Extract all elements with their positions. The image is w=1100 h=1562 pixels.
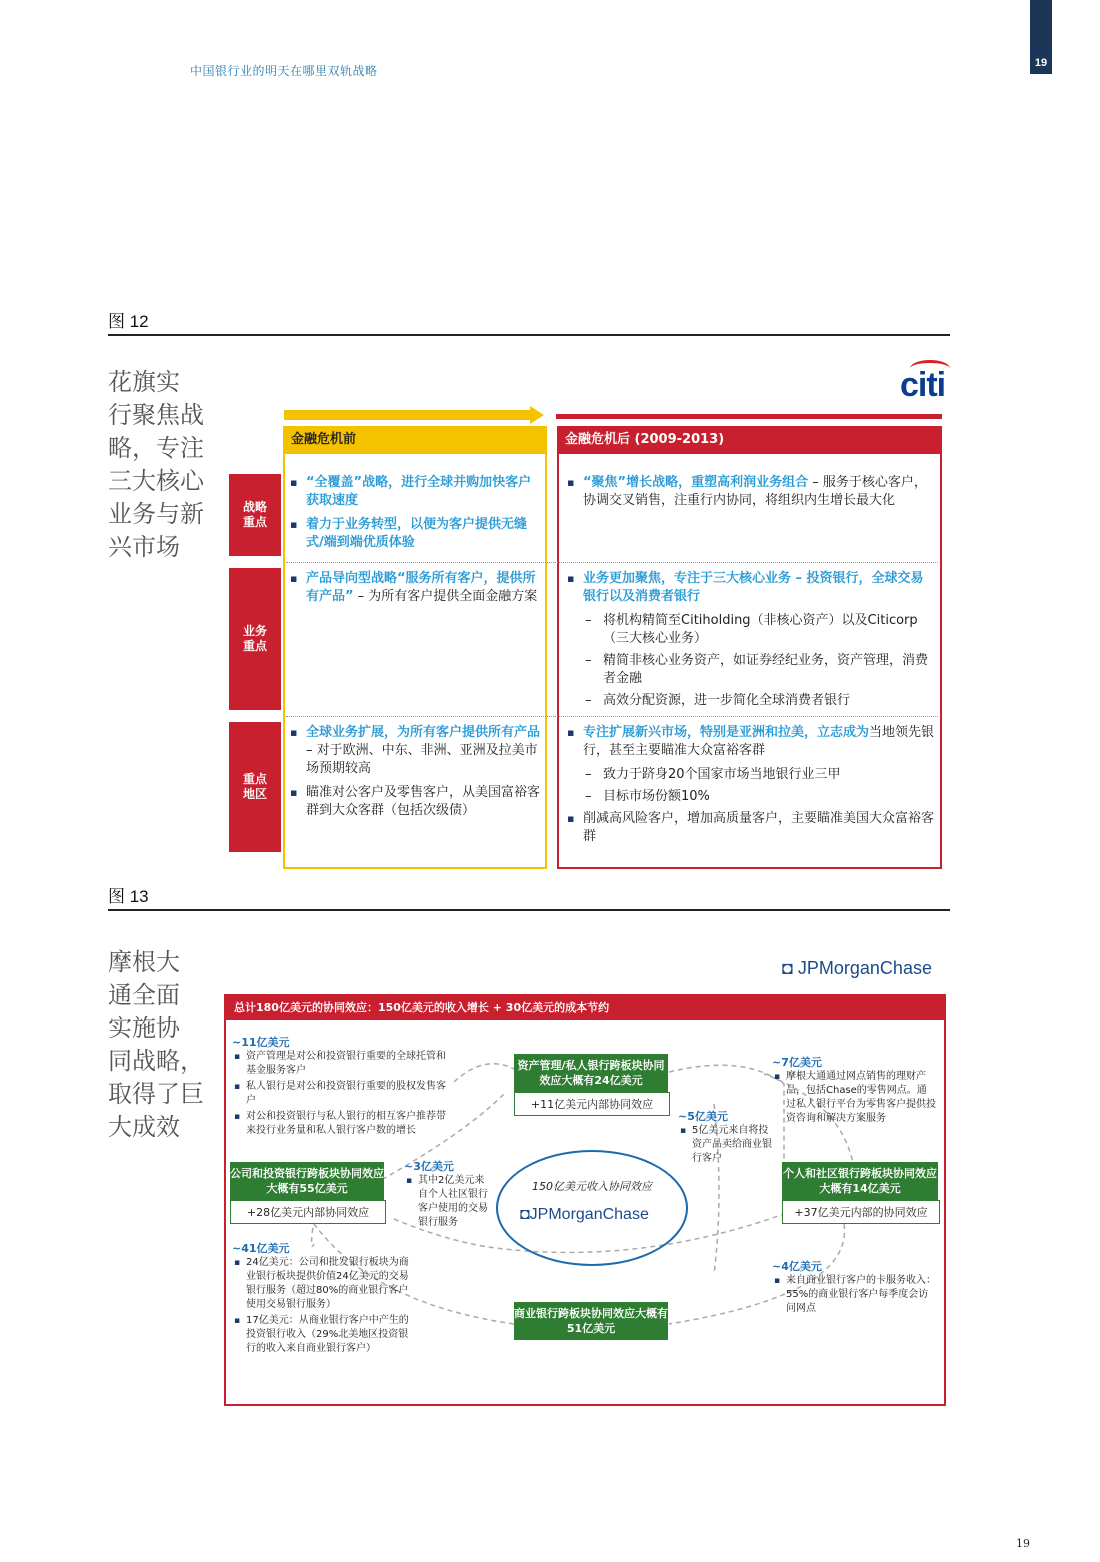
note-3: ~3亿美元 ▪ 其中2亿美元来自个人社区银行客户使用的交易银行服务 [404, 1160, 492, 1232]
red-bar [556, 414, 942, 419]
figure-12-label: 图 12 [108, 312, 149, 331]
region-after [567, 724, 935, 852]
row-label-region: 重点地区 [229, 722, 281, 852]
center-logo: ◘JPMorganChase [520, 1206, 649, 1223]
row-label-strategy: 战略重点 [229, 474, 281, 556]
sub-item: – 精简非核心业务资产，如证券经纪业务，资产管理，消费者金融 [567, 652, 935, 688]
note-7: ~7亿美元 ▪ 摩根大通通过网点销售的理财产品，包括Chase的零售网点。通过私人银行平台为零售客户提供投资咨询和解决方案服务 [772, 1056, 936, 1128]
figure-12-caption: 花旗实 行聚焦战 略，专注 三大核心 业务与新 兴市场 [108, 368, 204, 561]
list-item: ▪ 专注扩展新兴市场，特别是亚洲和拉美，立志成为当地领先银行，甚至主要瞄准大众富裕客群 [567, 724, 935, 760]
sub-item: – 高效分配资源，进一步简化全球消费者银行 [567, 692, 935, 710]
timeline-arrow [284, 410, 530, 420]
business-before [290, 570, 542, 612]
box-commercial-bank: 商业银行跨板块协同效应大概有51亿美元 [514, 1302, 668, 1340]
figure-13-caption: 摩根大 通全面 实施协 同战略， 取得了巨 大成效 [108, 948, 204, 1141]
list-item: ▪ 全球业务扩展，为所有客户提供所有产品 – 对于欧洲、中东、非洲、亚洲及拉美市场预期较高 [290, 724, 542, 778]
list-item: ▪ 着力于业务转型，以便为客户提供无缝式/端到端优质体验 [290, 516, 542, 552]
strategy-after [567, 474, 935, 516]
sub-item: – 目标市场份额10% [567, 788, 935, 806]
box-asset-management-internal: +11亿美元内部协同效应 [514, 1092, 670, 1116]
arrow-head [530, 406, 544, 424]
note-5: ~5亿美元 ▪ 5亿美元来自将投资产品卖给商业银行客户 [678, 1110, 774, 1168]
list-item: ▪ 对公和投资银行与私人银行的相互客户推荐带来投行业务量和私人银行客户数的增长 [232, 1110, 446, 1138]
divider [108, 909, 950, 911]
list-item: ▪ 摩根大通通过网点销售的理财产品，包括Chase的零售网点。通过私人银行平台为零售客户提供投资咨询和解决方案服务 [772, 1070, 936, 1126]
citi-logo: citi [900, 366, 945, 405]
list-item: ▪ 5亿美元来自将投资产品卖给商业银行客户 [678, 1124, 774, 1166]
sub-item: – 致力于跻身20个国家市场当地银行业三甲 [567, 766, 935, 784]
region-before [290, 724, 542, 826]
center-label: 150亿美元收入协同效应 [532, 1180, 652, 1193]
box-asset-management: 资产管理/私人银行跨板块协同效应大概有24亿美元 [514, 1054, 668, 1092]
note-41: ~41亿美元 ▪ 24亿美元：公司和批发银行板块为商业银行板块提供价值24亿美元的交易银行服务（超过80%的商业银行客户使用交易银行服务） ▪ 17亿美元：从商业银行客户中产生的投资银行收入（29%北美地区投资银行的收入来自商业银行客户） [232, 1242, 416, 1358]
list-item: ▪ “全覆盖”战略，进行全球并购加快客户获取速度 [290, 474, 542, 510]
list-item: ▪ 私人银行是对公和投资银行重要的股权发售客户 [232, 1080, 446, 1108]
box-ccb-internal: +37亿美元内部的协同效应 [782, 1200, 940, 1224]
box-cib-internal: +28亿美元内部协同效应 [230, 1200, 386, 1224]
page-tab: 19 [1030, 0, 1052, 74]
note-4: ~4亿美元 ▪ 来自商业银行客户的卡服务收入：55%的商业银行客户每季度会访问网点 [772, 1260, 936, 1318]
list-item: ▪ 产品导向型战略“服务所有客户，提供所有产品” – 为所有客户提供全面金融方案 [290, 570, 542, 606]
running-header: 中国银行业的明天在哪里双轨战略 [190, 64, 378, 78]
strategy-before [290, 474, 542, 558]
page-number: 19 [1016, 1537, 1030, 1550]
box-cib: 公司和投资银行跨板块协同效应大概有55亿美元 [230, 1162, 384, 1200]
box-ccb: 个人和社区银行跨板块协同效应大概有14亿美元 [782, 1162, 938, 1200]
divider [108, 334, 950, 336]
list-item: ▪ 24亿美元：公司和批发银行板块为商业银行板块提供价值24亿美元的交易银行服务（超过80%的商业银行客户使用交易银行服务） [232, 1256, 416, 1312]
jpmorgan-logo: ◘ JPMorganChase [782, 958, 932, 978]
before-column-header: 金融危机前 [283, 426, 547, 454]
after-column-header: 金融危机后 (2009-2013) [557, 426, 942, 454]
note-11: ~11亿美元 ▪ 资产管理是对公和投资银行重要的全球托管和基金服务客户 ▪ 私人银行是对公和投资银行重要的股权发售客户 ▪ 对公和投资银行与私人银行的相互客户推荐带来投行业务量和私人银行客户数的增长 [232, 1036, 446, 1140]
sub-item: – 将机构精简至Citiholding（非核心资产）以及Citicorp（三大核心业务） [567, 612, 935, 648]
list-item: ▪ 业务更加聚焦，专注于三大核心业务 – 投资银行，全球交易银行以及消费者银行 [567, 570, 935, 606]
list-item: ▪ 17亿美元：从商业银行客户中产生的投资银行收入（29%北美地区投资银行的收入来自商业银行客户） [232, 1314, 416, 1356]
row-label-business: 业务重点 [229, 568, 281, 710]
list-item: ▪ 来自商业银行客户的卡服务收入：55%的商业银行客户每季度会访问网点 [772, 1274, 936, 1316]
list-item: ▪ 其中2亿美元来自个人社区银行客户使用的交易银行服务 [404, 1174, 492, 1230]
business-after [567, 570, 935, 714]
figure-13-label: 图 13 [108, 887, 149, 906]
list-item: ▪ 资产管理是对公和投资银行重要的全球托管和基金服务客户 [232, 1050, 446, 1078]
list-item: ▪ “聚焦”增长战略，重塑高利润业务组合 – 服务于核心客户，协调交叉销售，注重行内协同，将组织内生增长最大化 [567, 474, 935, 510]
list-item: ▪ 削减高风险客户，增加高质量客户，主要瞄准美国大众富裕客群 [567, 810, 935, 846]
diagram-headline: 总计180亿美元的协同效应：150亿美元的收入增长 + 30亿美元的成本节约 [226, 996, 944, 1020]
list-item: ▪ 瞄准对公客户及零售客户，从美国富裕客群到大众客群（包括次级债） [290, 784, 542, 820]
